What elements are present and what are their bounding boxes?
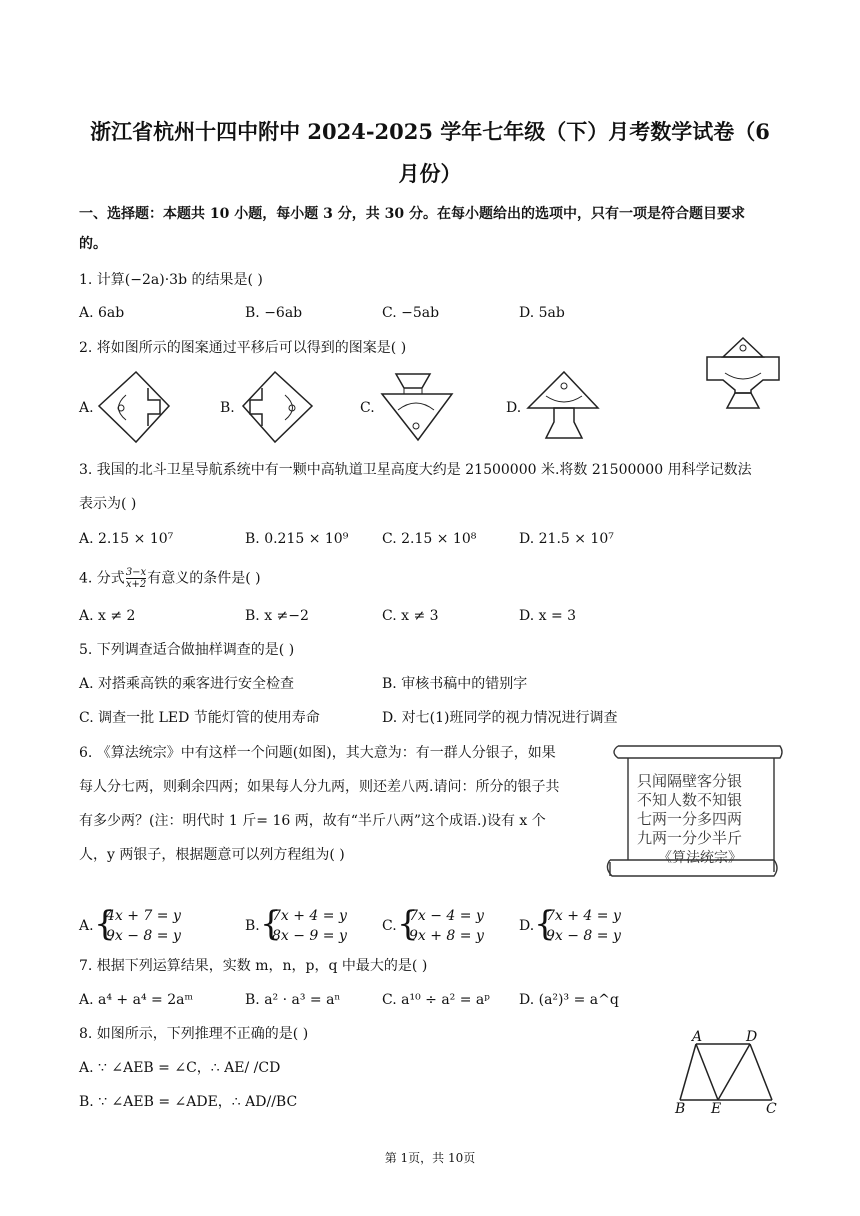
page-footer: 第 1页，共 10页 — [384, 1151, 476, 1165]
q4-option-b: B. x ≠−2 — [245, 608, 309, 624]
q4-stem — [79, 567, 261, 590]
q6-option-d-eq2: 9x − 8 = y — [546, 928, 621, 944]
q7-option-d: D. (a²)³ = a^q — [519, 992, 619, 1008]
q8-label-d: D — [746, 1029, 758, 1045]
q6-option-a-label: A. — [79, 918, 94, 934]
q1-option-b: B. −6ab — [245, 305, 303, 321]
q8-label-e: E — [711, 1101, 722, 1117]
scroll-line-5: 《算法统宗》 — [658, 850, 742, 866]
q2-figure-d — [524, 368, 604, 448]
q5-option-d: D. 对七(1)班同学的视力情况进行调查 — [382, 710, 618, 726]
q2-figure-b — [240, 370, 315, 448]
q6-stem-2: 每人分七两，则剩余四两；如果每人分九两，则还差八两.请问：所分的银子共 — [79, 779, 560, 795]
q6-stem-4: 人，y 两银子，根据题意可以列方程组为( ) — [79, 847, 345, 863]
q6-option-b-eq1: 7x + 4 = y — [272, 908, 347, 924]
q4-option-a: A. x ≠ 2 — [79, 608, 136, 624]
section-heading-2: 的。 — [79, 236, 107, 252]
title-line-2: 月份） — [398, 161, 462, 186]
scroll-line-1: 只闻隔壁客分银 — [637, 772, 743, 790]
q2-stem: 2. 将如图所示的图案通过平移后可以得到的图案是( ) — [79, 340, 407, 356]
q3-option-c: C. 2.15 × 10⁸ — [382, 531, 477, 547]
q5-option-b: B. 审核书稿中的错别字 — [382, 676, 528, 692]
q7-option-a: A. a⁴ + a⁴ = 2aᵐ — [79, 992, 194, 1008]
q2-option-b: B. — [220, 400, 235, 416]
q6-option-a-eq1: 4x + 7 = y — [106, 908, 181, 924]
q1-stem: 1. 计算(−2a)·3b 的结果是( ) — [79, 272, 263, 288]
q4-stem-post: 有意义的条件是( ) — [147, 570, 261, 587]
q6-option-a-brace: { — [94, 904, 116, 944]
q8-label-a: A — [692, 1029, 703, 1045]
q6-option-c-eq1: 7x − 4 = y — [409, 908, 484, 924]
q2-option-d: D. — [506, 400, 522, 416]
q7-option-b: B. a² · a³ = aⁿ — [245, 992, 341, 1008]
q2-figure-a — [96, 370, 171, 448]
q3-stem-2: 表示为( ) — [79, 496, 137, 512]
q7-option-c: C. a¹⁰ ÷ a² = aᵖ — [382, 992, 490, 1008]
q6-option-c-brace: { — [397, 904, 419, 944]
q6-option-c-label: C. — [382, 918, 397, 934]
q6-option-d-eq1: 7x + 4 = y — [546, 908, 621, 924]
q4-option-c: C. x ≠ 3 — [382, 608, 439, 624]
q6-option-d-brace: { — [534, 904, 556, 944]
q6-option-b-brace: { — [260, 904, 282, 944]
q6-option-b-eq2: 8x − 9 = y — [272, 928, 347, 944]
q6-option-b-label: B. — [245, 918, 260, 934]
q3-stem-1: 3. 我国的北斗卫星导航系统中有一颗中高轨道卫星高度大约是 21500000 米.将数 21500000 用科学记数法 — [79, 462, 752, 478]
q2-reference-figure — [705, 335, 780, 415]
q5-option-a: A. 对搭乘高铁的乘客进行安全检查 — [79, 676, 295, 692]
q4-stem-pre: 4. 分式 — [79, 570, 125, 587]
q3-option-d: D. 21.5 × 10⁷ — [519, 531, 614, 547]
q1-option-a: A. 6ab — [79, 305, 125, 321]
q4-fraction — [126, 567, 146, 590]
section-heading-1: 一、选择题：本题共 10 小题，每小题 3 分，共 30 分。在每小题给出的选项中，只有一项是符合题目要求 — [79, 206, 745, 222]
q5-option-c: C. 调查一批 LED 节能灯管的使用寿命 — [79, 710, 320, 726]
q7-stem: 7. 根据下列运算结果，实数 m，n，p，q 中最大的是( ) — [79, 958, 428, 974]
q4-option-d: D. x = 3 — [519, 608, 577, 624]
q6-option-c-eq2: 9x + 8 = y — [409, 928, 484, 944]
q6-option-a-eq2: 9x − 8 = y — [106, 928, 181, 944]
q3-option-b: B. 0.215 × 10⁹ — [245, 531, 349, 547]
q3-option-a: A. 2.15 × 10⁷ — [79, 531, 174, 547]
scroll-line-4: 九两一分少半斤 — [637, 829, 743, 847]
q1-option-c: C. −5ab — [382, 305, 440, 321]
title-line-1: 浙江省杭州十四中附中 2024-2025 学年七年级（下）月考数学试卷（6 — [90, 119, 770, 144]
q8-label-b: B — [675, 1101, 686, 1117]
q5-stem: 5. 下列调查适合做抽样调查的是( ) — [79, 642, 295, 658]
q4-numerator: 3−x — [125, 567, 147, 578]
q6-option-d-label: D. — [519, 918, 535, 934]
scroll-line-3: 七两一分多四两 — [637, 810, 743, 828]
q2-option-c: C. — [360, 400, 375, 416]
q6-stem-1: 6. 《算法统宗》中有这样一个问题(如图)，其大意为：有一群人分银子，如果 — [79, 745, 556, 761]
q6-stem-3: 有多少两？(注：明代时 1 斤= 16 两，故有“半斤八两”这个成语.)设有 x 个 — [79, 813, 546, 829]
q2-figure-c — [378, 370, 458, 448]
q8-stem: 8. 如图所示，下列推理不正确的是( ) — [79, 1026, 309, 1042]
q1-option-d: D. 5ab — [519, 305, 565, 321]
q8-option-b: B. ∵ ∠AEB = ∠ADE，∴ AD//BC — [79, 1094, 298, 1110]
q4-denominator: x+2 — [125, 579, 147, 590]
q2-option-a: A. — [79, 400, 94, 416]
scroll-line-2: 不知人数不知银 — [637, 791, 743, 809]
q8-option-a: A. ∵ ∠AEB = ∠C，∴ AE/ /CD — [79, 1060, 281, 1076]
q8-label-c: C — [766, 1101, 777, 1117]
